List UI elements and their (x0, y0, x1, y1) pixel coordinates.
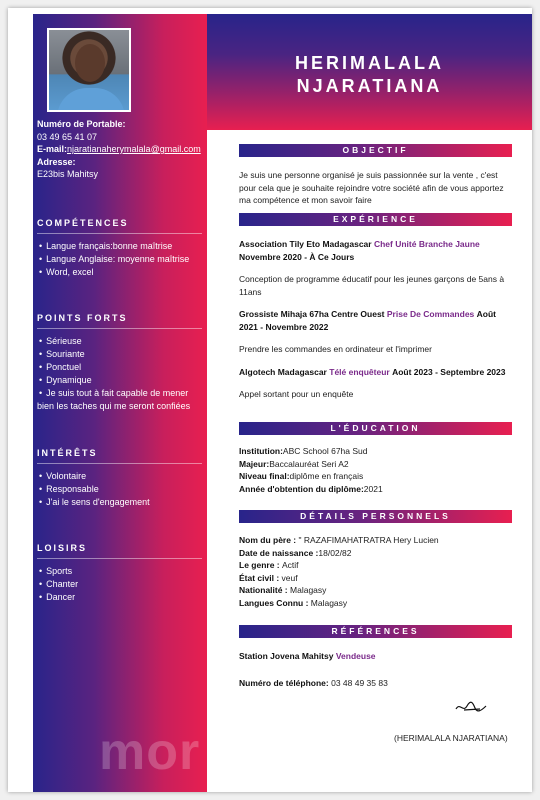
address-value: E23bis Mahitsy (37, 169, 99, 179)
email-link[interactable]: njaratianaherymalala@gmail.com (67, 144, 201, 154)
job-role: Chef Unité Branche Jaune (373, 239, 480, 249)
phone-value: 03 49 65 41 07 (37, 131, 98, 142)
experience-title: EXPÉRIENCE (239, 213, 512, 226)
personal-value: 18/02/82 (318, 547, 352, 558)
point-fort-item: • Sérieuse (37, 335, 202, 348)
resume-page (8, 8, 532, 792)
points-forts-section (37, 313, 202, 413)
loisir-item: • Dancer (37, 591, 202, 604)
job-role: Prise De Commandes (386, 309, 475, 319)
interet-item: • J'ai le sens d'engagement (37, 496, 202, 509)
profile-photo (47, 28, 131, 112)
name-line-2: NJARATIANA (296, 76, 443, 96)
interets-section (37, 448, 202, 509)
education-label: Niveau final: (239, 471, 290, 481)
objectif-section (239, 144, 512, 207)
personal-row (239, 559, 512, 572)
personal-details (239, 534, 512, 609)
competence-item: • Word, excel (37, 266, 202, 279)
reference-phone-value: 03 48 49 35 83 (331, 677, 388, 688)
job-description: Prendre les commandes en ordinateur et l'imprimer (239, 344, 432, 354)
education-row (239, 458, 512, 471)
point-fort-item: • Souriante (37, 348, 202, 361)
education-row (239, 483, 512, 496)
reference-name: Station Jovena Mahitsy (239, 651, 334, 661)
education-label: Institution: (239, 446, 283, 456)
job-dates: Août 2021 - Novembre 2022 (239, 309, 497, 332)
full-name (207, 52, 532, 98)
phone-label: Numéro de Portable: (37, 119, 126, 129)
signature-name: (HERIMALALA NJARATIANA) (394, 733, 508, 743)
job-heading (239, 308, 512, 333)
personal-value: Actif (281, 560, 299, 570)
education-details (239, 445, 512, 495)
photo-face (75, 44, 105, 82)
signature-icon (454, 700, 488, 714)
competences-title: COMPÉTENCES (37, 218, 202, 234)
loisir-item: • Chanter (37, 578, 202, 591)
points-forts-title: POINTS FORTS (37, 313, 202, 329)
job-org: Algotech Madagascar (239, 366, 327, 377)
personal-value: veuf (281, 572, 298, 583)
personal-label: Nom du père : (239, 535, 299, 545)
personal-label: Langues Connu : (239, 597, 311, 608)
experience-section (239, 213, 512, 401)
name-header (207, 14, 532, 130)
education-value: ABC School 67ha Sud (282, 446, 368, 456)
education-label: Majeur: (239, 458, 270, 469)
job-org: Grossiste Mihaja 67ha Centre Ouest (239, 309, 385, 319)
personal-row (239, 597, 512, 610)
loisirs-title: LOISIRS (37, 543, 202, 559)
job-role: Télé enquêteur (329, 366, 390, 377)
personal-label: Date de naissance : (239, 547, 319, 558)
personal-row (239, 584, 512, 597)
education-value: 2021 (363, 483, 383, 494)
personal-row (239, 572, 512, 585)
point-fort-item: • Je suis tout à fait capable de mener bien les taches qui me seront confiées (37, 387, 202, 413)
education-title: L'ÉDUCATION (239, 422, 512, 435)
watermark-text: mor (99, 723, 201, 781)
job-description: Appel sortant pour un enquête (239, 389, 354, 399)
competences-section (37, 218, 202, 279)
address-label: Adresse: (37, 156, 76, 167)
education-row (239, 445, 512, 458)
competence-item: • Langue français:bonne maîtrise (37, 240, 202, 253)
personal-section (239, 510, 512, 609)
education-row (239, 470, 512, 483)
objectif-title: OBJECTIF (239, 144, 512, 157)
references-title: RÉFÉRENCES (239, 625, 512, 638)
reference-phone (239, 677, 512, 690)
education-value: Baccalauréat Seri A2 (269, 458, 349, 469)
education-value: diplôme en français (289, 471, 364, 481)
personal-label: Nationalité : (239, 585, 291, 595)
job-org: Association Tily Eto Madagascar (239, 239, 372, 249)
personal-value: " RAZAFIMAHATRATRA Hery Lucien (298, 535, 439, 545)
sidebar (33, 14, 207, 792)
point-fort-item: • Ponctuel (37, 361, 202, 374)
point-fort-item: • Dynamique (37, 374, 202, 387)
personal-title: DÉTAILS PERSONNELS (239, 510, 512, 523)
reference-entry (239, 650, 512, 663)
job-heading (239, 366, 512, 379)
name-line-1: HERIMALALA (295, 53, 444, 73)
interet-item: • Responsable (37, 483, 202, 496)
reference-phone-label: Numéro de téléphone: (239, 677, 329, 688)
email-label: E-mail: (37, 144, 68, 154)
objectif-text: Je suis une personne organisé je suis passionnée sur la vente , c'est pour cela que je souhaite rejoindre votre société afin de vous apportez ma compétence et mon savoir faire (239, 170, 504, 205)
references-section (239, 625, 512, 689)
loisir-item: • Sports (37, 565, 202, 578)
job-dates: Août 2023 - Septembre 2023 (392, 366, 506, 377)
loisirs-section (37, 543, 202, 604)
job-description: Conception de programme éducatif pour les jeunes garçons de 5ans à 11ans (239, 274, 505, 297)
personal-value: Malagasy (310, 597, 348, 608)
reference-role: Vendeuse (335, 651, 376, 661)
competence-item: • Langue Anglaise: moyenne maîtrise (37, 253, 202, 266)
personal-value: Malagasy (290, 585, 327, 595)
personal-row (239, 534, 512, 547)
contact-block (37, 118, 205, 181)
job-dates: Novembre 2020 - À Ce Jours (239, 251, 355, 262)
interet-item: • Volontaire (37, 470, 202, 483)
personal-row (239, 547, 512, 560)
education-section (239, 422, 512, 495)
education-label: Année d'obtention du diplôme: (239, 483, 364, 494)
interets-title: INTÉRÊTS (37, 448, 202, 464)
job-heading (239, 238, 512, 263)
personal-label: Le genre : (239, 560, 282, 570)
personal-label: État civil : (239, 572, 282, 583)
photo-shirt (57, 88, 125, 112)
